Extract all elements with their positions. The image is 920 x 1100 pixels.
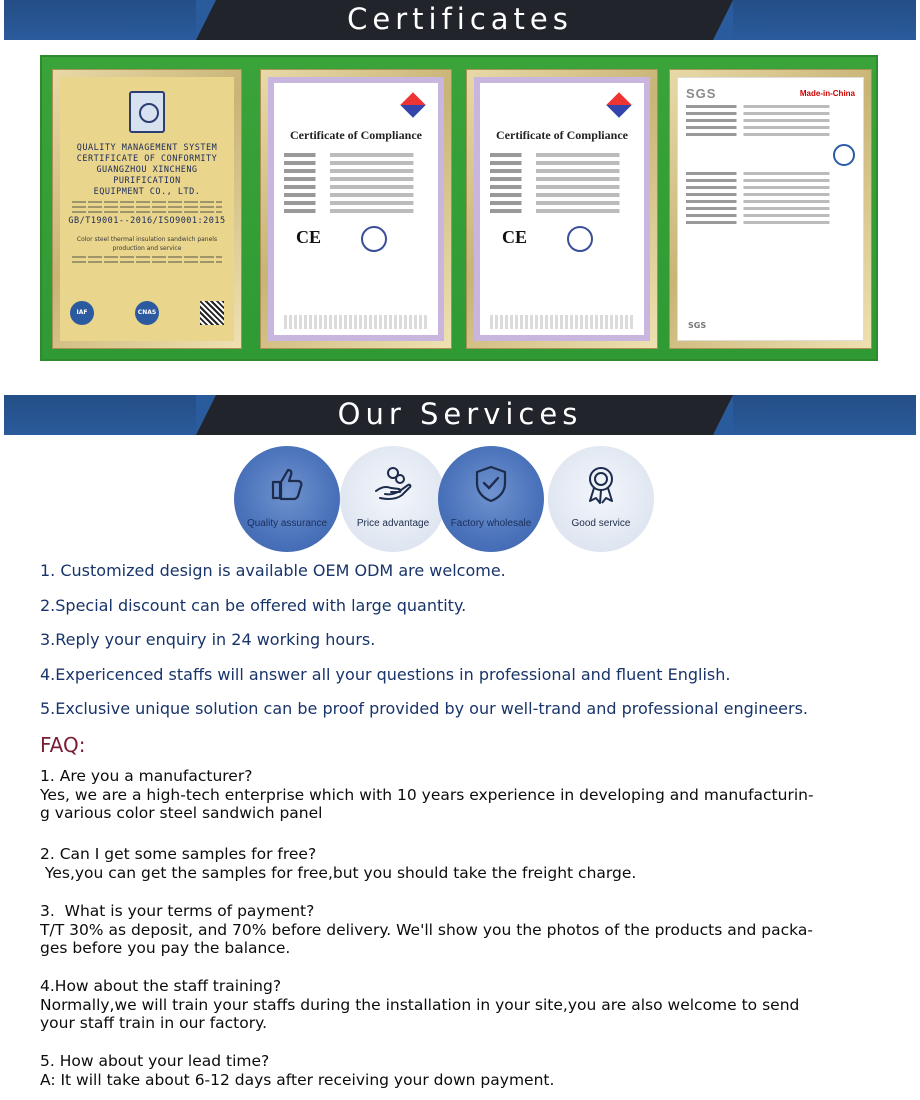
ce-mark-icon: CE: [502, 227, 528, 247]
diamond-logo-icon: [606, 92, 631, 117]
qms-standard: GB/T19001--2016/ISO9001:2015: [68, 216, 226, 226]
coc-field-row: [490, 193, 634, 197]
certificates-panel: [40, 55, 878, 361]
sgs-stamp: SGS: [688, 321, 707, 330]
sgs-text-row: [686, 172, 855, 175]
iaf-badge-icon: IAF: [70, 301, 94, 325]
coc-field-row: [490, 209, 634, 213]
sgs-text-row: [686, 200, 855, 203]
coc-field-row: [284, 169, 428, 173]
coc-field-row: [490, 169, 634, 173]
qms-title-line: EQUIPMENT CO., LTD.: [93, 187, 201, 197]
faq-answer-line: A: It will take about 6-12 days after receiving your down payment.: [40, 1070, 555, 1089]
qms-scope: Color steel thermal insulation sandwich panels production and service: [76, 236, 218, 252]
service-quality-assurance: [234, 446, 340, 552]
faq-answer-line: ges before you pay the balance.: [40, 939, 291, 957]
certificate-frame-coc-2: [466, 69, 658, 349]
audited-emblem-icon: [833, 144, 855, 166]
services-list: [40, 560, 900, 733]
faq-question: 1. Are you a manufacturer?: [40, 767, 253, 785]
coc-field-row: [284, 209, 428, 213]
faq-title: FAQ:: [40, 733, 86, 757]
sgs-text-row: [686, 186, 855, 189]
diamond-logo-icon: [400, 92, 425, 117]
service-label: Good service: [571, 518, 631, 529]
coc-field-row: [284, 153, 428, 157]
service-good-service: [548, 446, 654, 552]
sgs-text-row: [686, 207, 855, 210]
coc-title: Certificate of Compliance: [496, 128, 628, 142]
faq-question: 4.How about the staff training?: [40, 977, 282, 995]
sgs-logo: SGS: [686, 86, 717, 101]
faq-answer-line: Yes,you can get the samples for free,but you should take the freight charge.: [40, 863, 637, 882]
coc-field-row: [284, 193, 428, 197]
coc-field-row: [284, 161, 428, 165]
sgs-text-row: [686, 214, 855, 217]
certificate-frame-sgs: [669, 69, 872, 349]
qms-text-line: [72, 206, 222, 208]
thumbs-up-icon: [267, 464, 307, 504]
ribbon-badge-icon: [581, 464, 621, 504]
service-label: Factory wholesale: [450, 518, 532, 529]
services-list-item: 5.Exclusive unique solution can be proof provided by our well-trand and professional engineers.: [40, 699, 809, 718]
coc-field-row: [284, 177, 428, 181]
qms-badges: [70, 301, 224, 325]
faq-question: 2. Can I get some samples for free?: [40, 845, 317, 863]
faq-question: 5. How about your lead time?: [40, 1052, 270, 1070]
coc-title: Certificate of Compliance: [290, 128, 422, 142]
services-banner: [4, 395, 916, 435]
faq-entry: [40, 902, 813, 958]
sgs-text-row: [686, 179, 855, 182]
ce-mark-icon: CE: [296, 227, 322, 247]
seal-icon: [361, 226, 387, 252]
coc-field-row: [490, 201, 634, 205]
certificate-frame-qms: [52, 69, 242, 349]
coc-footer: [284, 315, 428, 329]
coc-certificate-1: [268, 77, 444, 341]
seal-icon: [567, 226, 593, 252]
coc-field-row: [490, 177, 634, 181]
services-list-item: 1. Customized design is available OEM ODM are welcome.: [40, 561, 506, 580]
faq-answer-line: your staff train in our factory.: [40, 1014, 268, 1032]
service-label: Price advantage: [356, 518, 430, 529]
service-label: Quality assurance: [246, 518, 328, 529]
qms-text-line: [72, 256, 222, 258]
shield-check-icon: [471, 464, 511, 504]
sgs-text-row: [686, 126, 855, 129]
coc-field-row: [284, 185, 428, 189]
coc-footer: [490, 315, 634, 329]
faq-answer-line: T/T 30% as deposit, and 70% before delivery. We'll show you the photos of the products and packa-: [40, 920, 813, 939]
coc-field-row: [490, 153, 634, 157]
services-list-item: 4.Expericenced staffs will answer all your questions in professional and fluent English.: [40, 664, 731, 684]
qms-certificate: [60, 77, 234, 341]
service-icons: [230, 446, 670, 551]
certificates-banner: [4, 0, 916, 40]
qms-text-line: [72, 201, 222, 203]
faq-entry: [40, 767, 814, 823]
qms-text-line: [72, 261, 222, 263]
certificates-heading: Certificates: [347, 2, 573, 36]
qms-title-line: QUALITY MANAGEMENT SYSTEM: [76, 143, 218, 153]
service-price-advantage: [340, 446, 446, 552]
services-list-item: 2.Special discount can be offered with large quantity.: [40, 595, 467, 615]
faq-entry: [40, 1052, 554, 1089]
faq-answer-line: g various color steel sandwich panel: [40, 804, 323, 822]
coc-field-row: [490, 185, 634, 189]
services-heading: Our Services: [337, 397, 583, 431]
qr-code-icon: [200, 301, 224, 325]
coc-field-row: [284, 201, 428, 205]
certificate-frame-coc-1: [260, 69, 452, 349]
faq-answer-line: Yes, we are a high-tech enterprise which with 10 years experience in developing and manufacturin-: [40, 785, 814, 804]
sgs-text-row: [686, 119, 855, 122]
qms-text-line: [72, 211, 222, 213]
faq-question: 3. What is your terms of payment?: [40, 902, 315, 920]
coc-certificate-2: [474, 77, 650, 341]
sgs-text-row: [686, 193, 855, 196]
cnas-badge-icon: CNAS: [135, 301, 159, 325]
made-in-china-logo: Made-in-China: [799, 89, 855, 98]
hand-coins-icon: [373, 464, 413, 504]
sgs-report: [677, 77, 864, 341]
sgs-text-row: [686, 105, 855, 108]
faq-answer-line: Normally,we will train your staffs during the installation in your site,you are also welcome to send: [40, 995, 800, 1014]
faq-entry: [40, 845, 636, 882]
qms-logo-icon: [129, 91, 165, 133]
qms-title-line: CERTIFICATE OF CONFORMITY: [76, 154, 218, 164]
sgs-text-row: [686, 221, 855, 224]
sgs-text-row: [686, 112, 855, 115]
coc-field-row: [490, 161, 634, 165]
sgs-text-row: [686, 133, 855, 136]
faq-entry: [40, 977, 799, 1033]
service-factory-wholesale: [438, 446, 544, 552]
qms-title-line: GUANGZHOU XINCHENG PURIFICATION: [96, 165, 198, 186]
services-list-item: 3.Reply your enquiry in 24 working hours.: [40, 630, 376, 649]
